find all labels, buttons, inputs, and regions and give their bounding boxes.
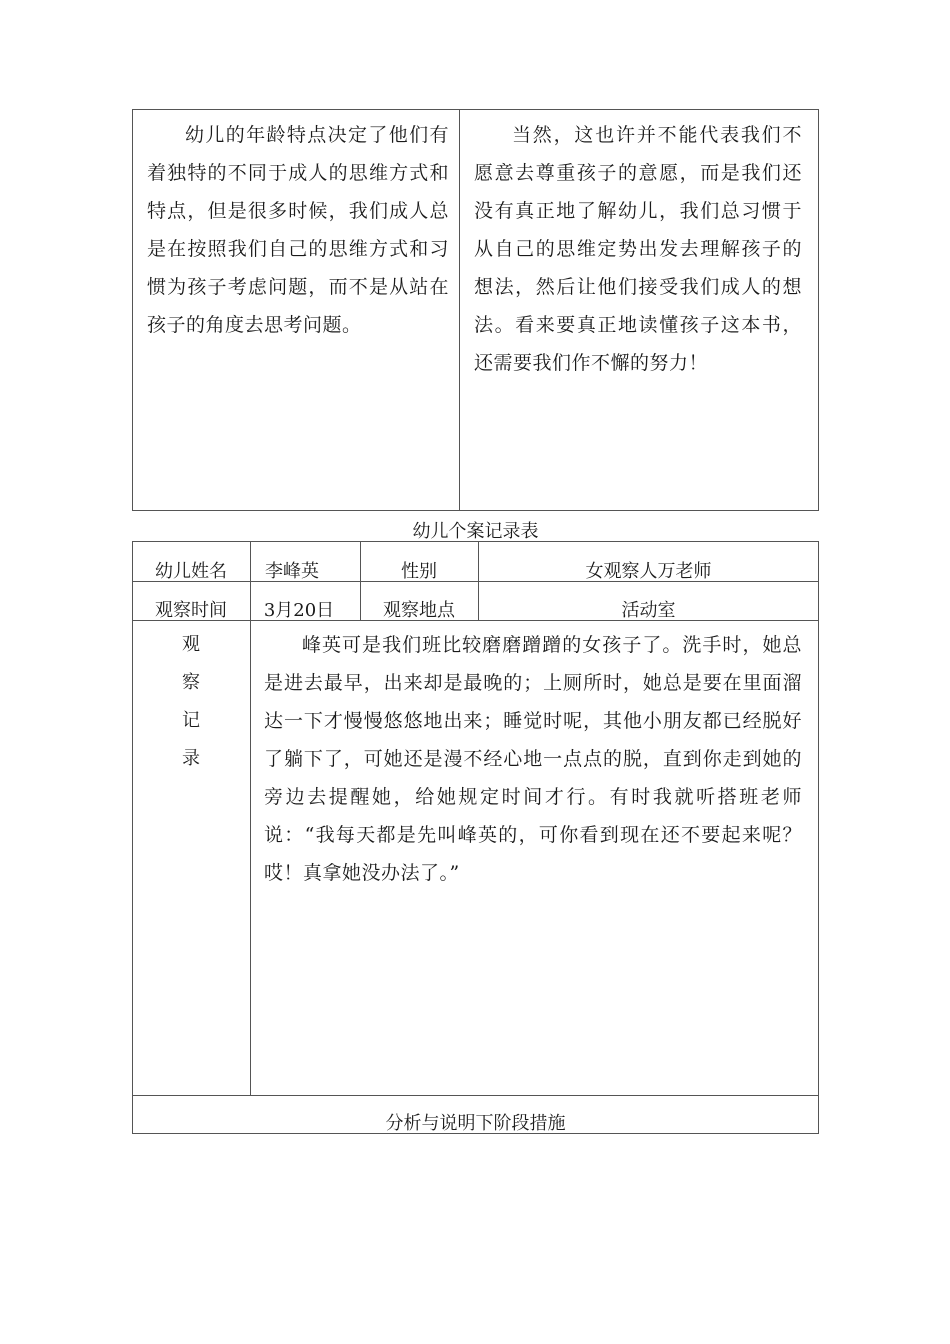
case-record-title: 幼儿个案记录表 — [412, 521, 539, 542]
child-name-value: 李峰英 — [265, 561, 319, 582]
observation-time-value: 3月20日 — [263, 600, 335, 621]
record-label-char: 记 — [182, 710, 200, 731]
reflection-left-text: 幼儿的年龄特点决定了他们有着独特的不同于成人的思维方式和特点，但是很多时候，我们成人总是在按照我们自己的思维方式和习惯为孩子考虑问题，而不是从站在孩子的角度去思考问题。 — [147, 124, 449, 336]
record-label-char: 察 — [182, 672, 200, 693]
reflection-divider — [459, 109, 460, 511]
child-name-label: 幼儿姓名 — [155, 561, 227, 582]
reflection-right-text: 当然，这也许并不能代表我们不愿意去尊重孩子的意愿，而是我们还没有真正地了解幼儿，我们总习惯于从自己的思维定势出发去理解孩子的想法，然后让他们接受我们成人的想法。看来要真正地读懂孩子这本书，还需要我们作不懈的努力！ — [474, 124, 802, 374]
column-divider — [250, 620, 251, 1096]
observation-place-value: 活动室 — [621, 600, 676, 621]
observation-place-label: 观察地点 — [383, 600, 455, 621]
gender-observer-value: 女观察人万老师 — [585, 561, 712, 582]
row-divider — [132, 1095, 819, 1096]
record-label-char: 观 — [182, 634, 200, 655]
gender-label: 性别 — [401, 561, 437, 582]
record-label-char: 录 — [182, 748, 200, 769]
observation-time-label: 观察时间 — [155, 600, 227, 621]
observation-record-text: 峰英可是我们班比较磨磨蹭蹭的女孩子了。洗手时，她总是进去最早，出来却是最晚的；上厕所时，她总是要在里面溜达一下才慢慢悠悠地出来；睡觉时呢，其他小朋友都已经脱好了躺下了，可她还是漫不经心地一点点的脱，直到你走到她的旁边去提醒她，给她规定时间才行。有时我就听搭班老师说：“我每天都是先叫峰英的，可你看到现在还不要起来呢？哎！真拿她没办法了。” — [264, 634, 802, 884]
analysis-measures-label: 分析与说明下阶段措施 — [385, 1113, 566, 1134]
observation-record-label — [176, 626, 206, 778]
